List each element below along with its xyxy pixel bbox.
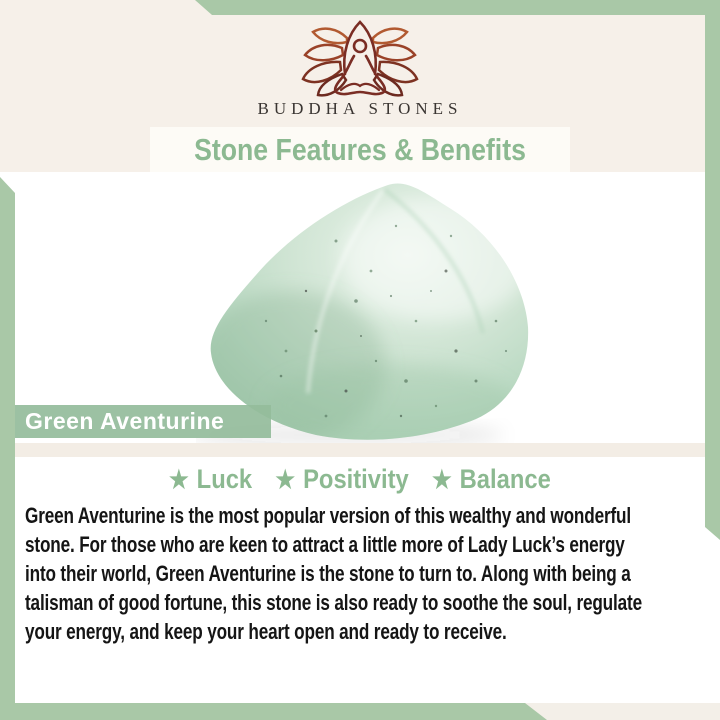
frame-bar-bottom [0,703,547,720]
frame-bar-right [705,0,720,540]
feature-label: Positivity [303,464,409,494]
page-title: Stone Features & Benefits [194,132,526,167]
star-icon: ★ [432,466,452,494]
feature-balance [432,464,551,495]
description-line: talisman of good fortune, this stone is also ready to soothe the soul, regulate [25,590,642,615]
description-line: your energy, and keep your heart open and ready to receive. [25,619,507,644]
stone-description [25,501,715,646]
section-separator [0,443,720,457]
stone-name-banner [15,405,271,438]
stone-photo-area [15,172,705,443]
green-aventurine-stone-image [196,181,536,443]
brand-name: BUDDHA STONES [257,99,463,118]
frame-bar-left [0,177,15,720]
star-icon: ★ [169,466,189,494]
star-icon: ★ [275,466,296,494]
feature-luck [169,464,252,495]
feature-positivity [276,464,409,495]
description-line: stone. For those who are keen to attract a little more of Lady Luck’s energy [25,532,625,557]
features-line [0,464,720,495]
stone-name-label: Green Aventurine [25,408,225,434]
description-line: Green Aventurine is the most popular version of this wealthy and wonderful [25,503,631,528]
description-line: into their world, Green Aventurine is the stone to turn to. Along with being a [25,561,631,586]
title-band [150,127,570,172]
frame-bar-top [195,0,720,15]
feature-label: Balance [459,464,551,494]
lotus-meditation-icon [285,18,435,110]
feature-label: Luck [196,464,253,494]
